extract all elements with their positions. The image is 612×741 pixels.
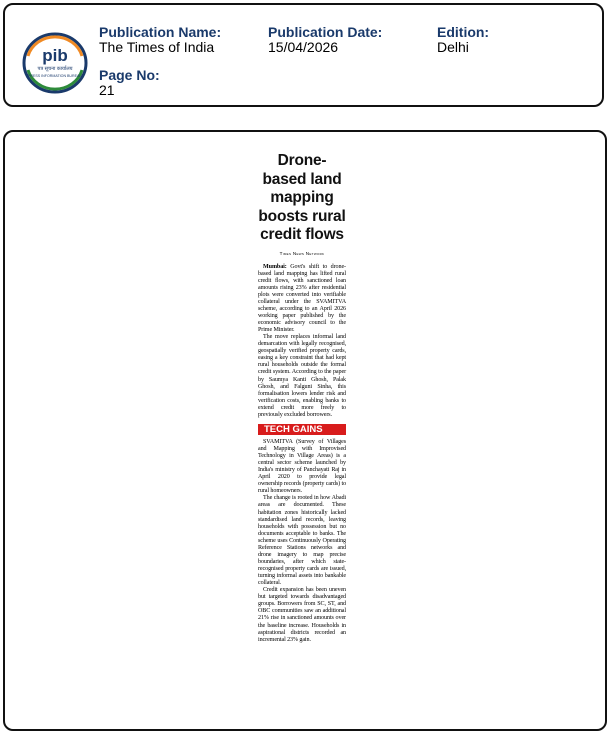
- news-article: [258, 152, 346, 644]
- article-paragraph: Credit expansion has been uneven but targeted towards disadvantaged groups. Borrowers from SC, ST, and OBC communities saw an additional 21% rise in sanctioned amounts over the baseline increase. Households in aspirational districts recorded an incremental 23% gain.: [258, 587, 346, 643]
- page-no-label: Page No:: [99, 67, 160, 83]
- logo-text-en: PRESS INFORMATION BUREAU: [27, 74, 83, 78]
- pib-logo: [22, 32, 88, 94]
- publication-date-label: Publication Date:: [268, 24, 383, 40]
- publication-name-label: Publication Name:: [99, 24, 222, 40]
- page-no-value: 21: [99, 82, 115, 98]
- article-paragraph: SVAMITVA (Survey of Villages and Mapping with Improvised Technology in Village Areas) is a central sector scheme launched by India's ministry of Panchayati Raj in April 2020 to provide legal ownership records (property cards) to rural homeowners.: [258, 438, 347, 495]
- article-subhead: TECH GAINS: [258, 424, 346, 435]
- publication-date-value: 15/04/2026: [268, 39, 339, 55]
- edition-value: Delhi: [437, 39, 469, 55]
- article-paragraph: The move replaces informal land demarcation with legally recognised, geospatially verified property cards, easing a key constraint that had kept rural households outside the formal credit system. According to the paper by Saumya Kanti Ghosh, Palak Ghosh, and Falguni Sinha, this formalisation lowers lender risk and verification costs, enabling banks to extend credit more freely to previously excluded borrowers.: [258, 334, 346, 418]
- article-paragraph: Mumbai: Govt's shift to drone-based land mapping has lifted rural credit flows, with sanctioned loan amounts rising 23% after residential plots were converted into verifiable collateral under the SVAMITVA scheme, according to an April 2026 working paper published by the economic advisory council to the Prime Minister.: [258, 263, 346, 334]
- header-panel: [3, 3, 604, 107]
- article-byline: Times News Network: [279, 250, 325, 256]
- logo-text-hi: पत्र सूचना कार्यालय: [37, 66, 73, 72]
- article-body: [258, 264, 346, 644]
- logo-abbr: pib: [42, 46, 68, 65]
- edition-label: Edition:: [437, 24, 490, 40]
- publication-name-value: The Times of India: [99, 39, 215, 55]
- article-headline: Drone-based land mapping boosts rural credit flows: [258, 152, 346, 243]
- article-dateline: Mumbai:: [263, 263, 287, 270]
- article-paragraph: The change is rooted in how Abadi areas are documented. These habitation zones historically lacked standardised land records, leaving households with possession but no documents acceptable to banks. The scheme uses Continuously Operating Reference Stations networks and drone imagery to map precise boundaries, after which state-recognised property cards are issued, turning informal assets into bankable collateral.: [258, 495, 346, 587]
